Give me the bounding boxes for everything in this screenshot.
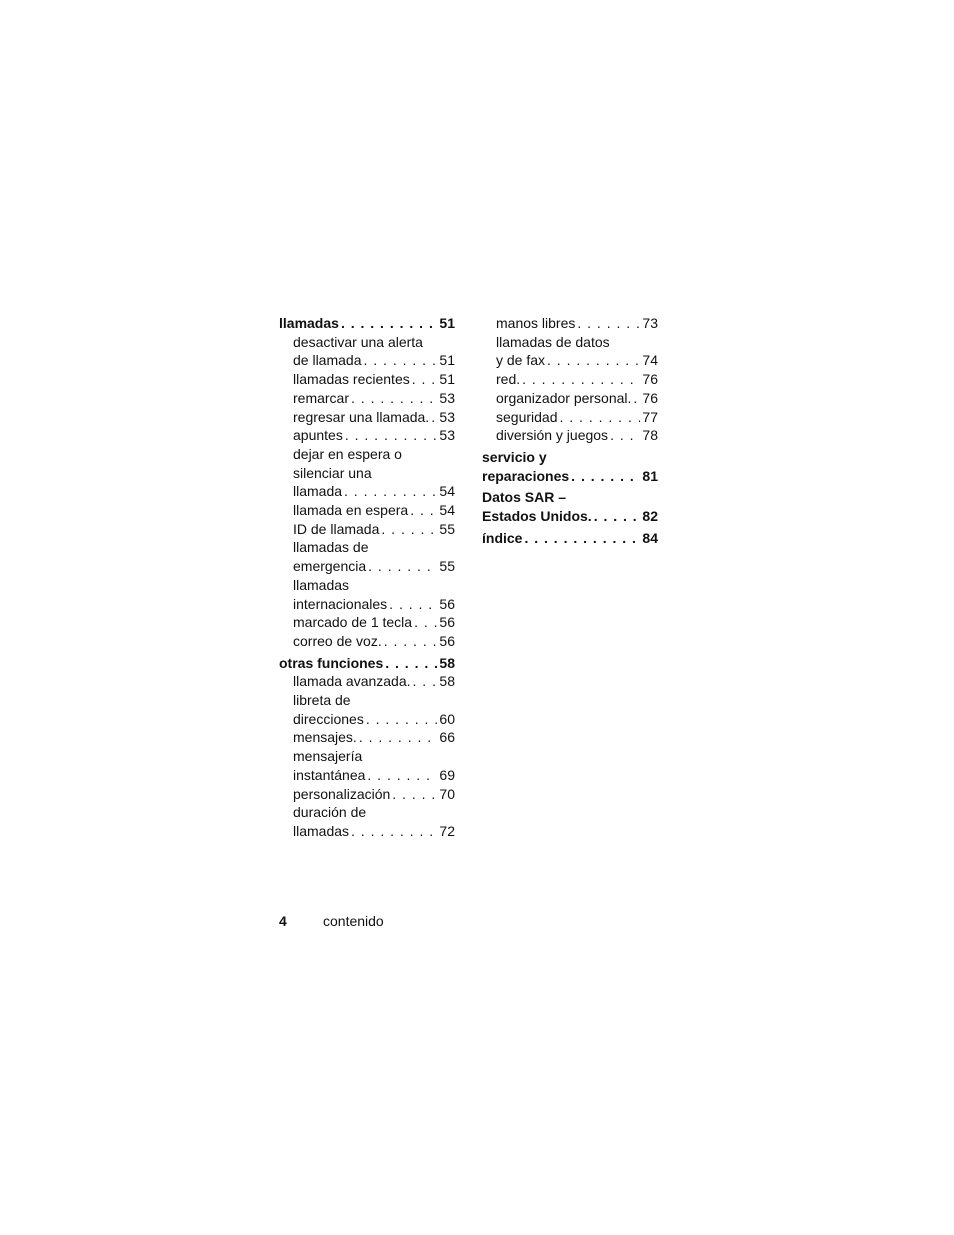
- toc-entry-label: correo de voz.: [293, 632, 382, 649]
- toc-entry-label: red.: [496, 371, 521, 388]
- dot-leader: [364, 351, 438, 370]
- dot-leader: [381, 520, 437, 539]
- toc-page-number: 73: [642, 315, 658, 331]
- toc-entry-line: dejar en espera o: [293, 445, 402, 462]
- toc-entry-label: llamada: [293, 483, 343, 500]
- toc-entry[interactable]: [482, 351, 658, 370]
- dot-leader: [413, 672, 437, 691]
- toc-entry[interactable]: [279, 557, 455, 576]
- toc-entry-label: personalización: [293, 785, 391, 802]
- toc-entry[interactable]: [279, 822, 455, 841]
- dot-leader: [610, 426, 640, 445]
- dot-leader: [385, 654, 437, 673]
- toc-entry-label: internacionales: [293, 595, 388, 612]
- toc-entry-label: llamada en espera: [293, 502, 409, 519]
- toc-section-entry[interactable]: [482, 507, 658, 526]
- dot-leader: [345, 426, 437, 445]
- dot-leader: [351, 822, 437, 841]
- dot-leader: [547, 351, 640, 370]
- dot-leader: [412, 370, 437, 389]
- toc-entry[interactable]: [279, 595, 455, 614]
- toc-entry-label: remarcar: [293, 389, 350, 406]
- toc-page-number: 77: [642, 408, 658, 425]
- toc-page-number: 54: [439, 502, 455, 519]
- toc-page-number: 69: [439, 766, 455, 783]
- toc-entry-label: llamadas: [293, 822, 350, 839]
- toc-page-number: 58: [439, 654, 455, 671]
- toc-entry-label: emergencia: [293, 558, 367, 575]
- toc-entry[interactable]: [279, 766, 455, 785]
- toc-page-number: 74: [642, 352, 658, 369]
- dot-leader: [344, 482, 437, 501]
- toc-entry[interactable]: [482, 314, 658, 333]
- toc-page-number: 56: [439, 632, 455, 649]
- dot-leader: [359, 728, 437, 747]
- toc-entry-label: llamadas: [279, 315, 339, 331]
- toc-entry[interactable]: [482, 389, 658, 408]
- toc-section-heading-line: servicio y: [482, 448, 547, 465]
- dot-leader: [633, 389, 640, 408]
- toc-entry[interactable]: [279, 351, 455, 370]
- toc-entry-label: llamada avanzada.: [293, 673, 411, 690]
- toc-page-number: 76: [642, 389, 658, 406]
- toc-right-column: [482, 314, 658, 547]
- toc-entry-label: índice: [482, 529, 523, 546]
- footer-section-title: contenido: [323, 913, 384, 929]
- toc-entry-label: manos libres: [496, 315, 576, 331]
- toc-entry-label: Estados Unidos.: [482, 508, 592, 525]
- toc-entry[interactable]: [279, 728, 455, 747]
- toc-entry-label: llamadas recientes: [293, 371, 410, 388]
- toc-left-column: [279, 314, 455, 841]
- toc-entry-line: llamadas de datos: [496, 333, 610, 350]
- toc-entry[interactable]: [279, 710, 455, 729]
- dot-leader: [384, 632, 437, 651]
- toc-entry-label: marcado de 1 tecla: [293, 614, 413, 631]
- dot-leader: [414, 613, 437, 632]
- toc-page-number: 53: [439, 408, 455, 425]
- toc-entry[interactable]: [279, 632, 455, 651]
- toc-page-number: 72: [439, 822, 455, 839]
- dot-leader: [368, 557, 437, 576]
- dot-leader: [351, 389, 437, 408]
- toc-entry[interactable]: [279, 389, 455, 408]
- toc-entry-line: libreta de: [293, 692, 351, 709]
- toc-page-number: 54: [439, 483, 455, 500]
- toc-entry[interactable]: [482, 370, 658, 389]
- footer-page-number: 4: [279, 913, 287, 929]
- toc-page-number: 51: [439, 315, 455, 331]
- toc-entry-line: desactivar una alerta: [293, 333, 423, 350]
- toc-entry[interactable]: [279, 520, 455, 539]
- toc-page-number: 51: [439, 371, 455, 388]
- toc-entry-line: mensajería: [293, 748, 363, 765]
- dot-leader: [392, 785, 437, 804]
- toc-section-entry[interactable]: [279, 654, 455, 673]
- toc-entry-line: duración de: [293, 804, 367, 821]
- toc-page-number: 81: [642, 467, 658, 484]
- dot-leader: [366, 710, 437, 729]
- dot-leader: [410, 501, 437, 520]
- dot-leader: [560, 408, 641, 427]
- toc-page-number: 84: [642, 529, 658, 546]
- dot-leader: [577, 314, 640, 333]
- toc-entry[interactable]: [279, 501, 455, 520]
- toc-entry-label: regresar una llamada.: [293, 408, 430, 425]
- toc-entry[interactable]: [279, 613, 455, 632]
- toc-page-number: 78: [642, 427, 658, 444]
- toc-entry[interactable]: [279, 370, 455, 389]
- toc-entry-label: mensajes.: [293, 729, 357, 746]
- toc-entry-label: seguridad: [496, 408, 558, 425]
- dot-leader: [341, 314, 437, 333]
- toc-page-number: 55: [439, 520, 455, 537]
- toc-section-entry[interactable]: [279, 314, 455, 333]
- dot-leader: [367, 766, 437, 785]
- toc-entry-label: diversión y juegos: [496, 427, 609, 444]
- toc-page-number: 55: [439, 558, 455, 575]
- dot-leader: [389, 595, 437, 614]
- dot-leader: [594, 507, 640, 526]
- toc-page-number: 70: [439, 785, 455, 802]
- toc-page-number: 53: [439, 427, 455, 444]
- dot-leader: [431, 408, 437, 427]
- toc-entry-label: organizador personal.: [496, 389, 632, 406]
- toc-section-heading-line: Datos SAR –: [482, 489, 567, 506]
- toc-entry[interactable]: [279, 482, 455, 501]
- toc-page-number: 56: [439, 595, 455, 612]
- toc-entry-line: llamadas: [293, 576, 350, 593]
- toc-entry[interactable]: [482, 408, 658, 427]
- toc-entry-label: direcciones: [293, 710, 364, 727]
- toc-entry-label: de llamada: [293, 352, 362, 369]
- dot-leader: [571, 467, 640, 486]
- toc-section-entry[interactable]: [482, 467, 658, 486]
- toc-section-entry[interactable]: [482, 529, 658, 548]
- toc-entry[interactable]: [279, 426, 455, 445]
- toc-entry[interactable]: [482, 426, 658, 445]
- toc-page-number: 53: [439, 389, 455, 406]
- toc-page-number: 56: [439, 614, 455, 631]
- dot-leader: [522, 370, 640, 389]
- toc-entry-label: reparaciones: [482, 467, 570, 484]
- toc-entry-label: instantánea: [293, 766, 366, 783]
- toc-entry-label: otras funciones: [279, 654, 384, 671]
- toc-entry[interactable]: [279, 672, 455, 691]
- toc-entry[interactable]: [279, 785, 455, 804]
- toc-page-number: 66: [439, 729, 455, 746]
- toc-entry-label: y de fax: [496, 352, 546, 369]
- toc-entry[interactable]: [279, 408, 455, 427]
- toc-entry-line: llamadas de: [293, 539, 369, 556]
- toc-page-number: 82: [642, 508, 658, 525]
- toc-page-number: 60: [439, 710, 455, 727]
- toc-page-number: 58: [439, 673, 455, 690]
- toc-entry-label: apuntes: [293, 427, 343, 444]
- toc-entry-label: ID de llamada: [293, 520, 380, 537]
- dot-leader: [524, 529, 640, 548]
- toc-page-number: 76: [642, 371, 658, 388]
- toc-page-number: 51: [439, 352, 455, 369]
- toc-entry-line: silenciar una: [293, 464, 372, 481]
